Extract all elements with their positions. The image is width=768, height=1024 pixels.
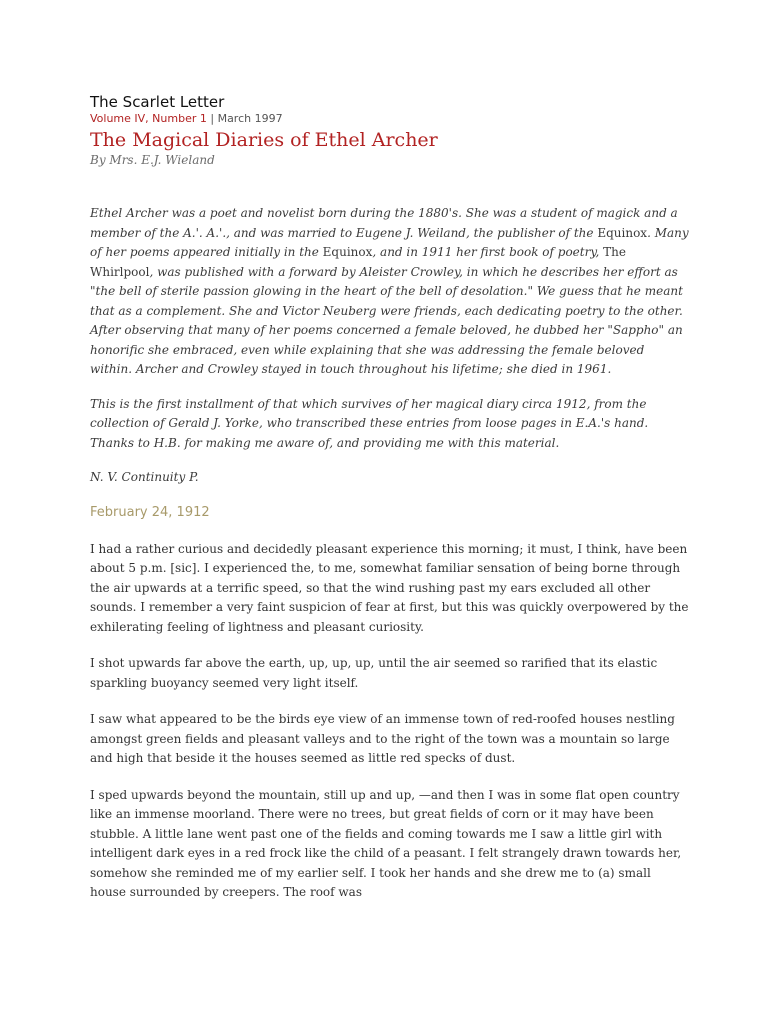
issue-line: [90, 112, 690, 126]
entry-paragraph: I shot upwards far above the earth, up, up, up, until the air seemed so rarified that its elastic sparkling buoyancy seemed very light itself.: [90, 656, 658, 690]
equinox-title: Equinox: [597, 225, 648, 240]
entry-paragraph: I sped upwards beyond the mountain, still up and up, —and then I was in some flat open country like an immense moorland. There were no trees, but great fields of corn or it may have been stubble. A little lane went past one of the fields and coming towards me I saw a little girl with intelligent dark eyes in a red frock like the child of a peasant. I felt strangely drawn towards her, somehow she reminded me of my earlier self. I took her hands and she drew me to (a) small house surrounded by creepers. The roof was: [90, 787, 682, 899]
editor-introduction: [90, 204, 690, 488]
issue-volume-link[interactable]: Volume IV, Number 1: [90, 112, 207, 125]
issue-date: March 1997: [217, 112, 283, 125]
intro-signature: N. V. Continuity P.: [90, 470, 199, 484]
diary-entry: [90, 540, 690, 903]
publication-title: The Scarlet Letter: [90, 93, 225, 111]
entry-paragraph: I saw what appeared to be the birds eye view of an immense town of red-roofed houses nestling amongst green fields and pleasant valleys and to the right of the town was a mountain so large and high that beside it the houses seemed as little red specks of dust.: [90, 712, 675, 765]
whirlpool-title: The Whirlpool: [90, 245, 626, 279]
intro-text: , and in 1911 her first book of poetry,: [372, 245, 604, 259]
entry-date-heading: February 24, 1912: [90, 504, 210, 520]
equinox-title: Equinox: [322, 245, 373, 259]
intro-text: , was published with a forward by Aleister Crowley, in which he describes her effort as "the bell of sterile passion glowing in the heart of the bell of desolation." We guess that he meant that as a complement. She and Victor Neuberg were friends, each dedicating poetry to the other. After observing that many of her poems concerned a female beloved, he dubbed her "Sappho" an honorific she embraced, even while explaining that she was addressing the female beloved within. Archer and Crowley stayed in touch throughout his lifetime; she died in 1961.: [90, 264, 683, 376]
intro-text: . Many of her poems appeared initially in the: [90, 225, 689, 259]
issue-separator: |: [210, 112, 215, 125]
entry-paragraph: I had a rather curious and decidedly pleasant experience this morning; it must, I think, have been about 5 p.m. [sic]. I experienced the, to me, somewhat familiar sensation of being borne through the air upwards at a terrific speed, so that the wind rushing past my ears excluded all other sounds. I remember a very faint suspicion of fear at first, but this was quickly overpowered by the exhilerating feeling of lightness and pleasant curiosity.: [90, 541, 689, 634]
document-page: [90, 92, 690, 920]
intro-paragraph: This is the first installment of that which survives of her magical diary circa 1912, from the collection of Gerald J. Yorke, who transcribed these entries from loose pages in E.A.'s hand. Thanks to H.B. for making me aware of, and providing me with this material.: [90, 396, 649, 450]
article-byline: By Mrs. E.J. Wieland: [90, 153, 215, 167]
article-title: The Magical Diaries of Ethel Archer: [90, 129, 438, 151]
intro-paragraph: [90, 204, 690, 380]
intro-text: Ethel Archer was a poet and novelist born during the 1880's. She was a student of magick and a member of the A.'. A.'., and was married to Eugene J. Weiland, the publisher of the: [90, 206, 678, 240]
